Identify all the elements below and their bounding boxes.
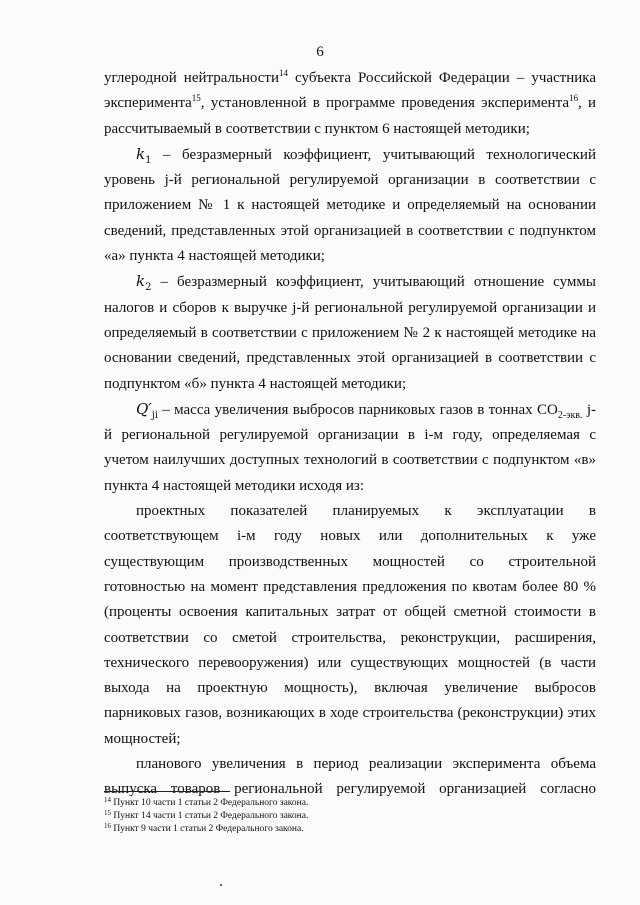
document-body — [104, 66, 596, 828]
footnote-ref-14[interactable]: 14 — [279, 68, 289, 78]
footnote-15: $^{15}$ Пункт 14 части 1 статьи 2 Федерального закона. — [104, 809, 309, 821]
page-number: 6 — [316, 44, 324, 60]
symbol-q-ji: $Q'_{ji}$ — [136, 399, 159, 421]
footnote-ref-15[interactable]: 15 — [191, 93, 201, 104]
symbol-k1: $k_1$ — [136, 144, 152, 166]
paragraph-planned-increase: планового увеличения в период реализации эксперимента объема выпуска товаров региональной регулируемой организацией согласно — [104, 756, 596, 798]
symbol-k2: $k_2$ — [136, 272, 152, 294]
paragraph-carbon-neutrality: углеродной нейтральности$^{14}$ субъекта Российской Федерации – участника эксперимента$^{15}$, установленной в программе проведения эксперимента$^{16}$, и рассчитываемый в соответствии с пунктом 6 настоящей методики; — [104, 68, 597, 137]
footnote-ref-16[interactable]: 16 — [568, 93, 578, 104]
paragraph-k1: $k_1$ – безразмерный коэффициент, учитывающий технологический уровень j-й региональной регулируемой организации в соответствии с приложением № 1 к настоящей методике и определяемый на основании сведений, представленных этой организацией в соответствии с подпунктом «а» пункта 4 настоящей методики; — [104, 144, 596, 265]
footnote-14: $^{14}$ Пункт 10 части 1 статьи 2 Федерального закона. — [104, 796, 309, 808]
footnote-separator — [104, 791, 230, 792]
footnote-16: $^{16}$ Пункт 9 части 1 статьи 2 Федерального закона. — [104, 822, 304, 834]
scan-speck — [220, 884, 222, 886]
paragraph-k2: $k_2$ – безразмерный коэффициент, учитывающий отношение суммы налогов и сборов к выручке j-й региональной регулируемой организации и определяемый в соответствии с приложением № 2 к настоящей методике на основании сведений, представленных этой организацией в соответствии с подпунктом «б» пункта 4 настоящей методики; — [104, 272, 596, 392]
paragraph-q: $Q'_{ji}$ – масса увеличения выбросов парниковых газов в тоннах $CO_{2-экв.}$ j-й региональной регулируемой организации в i-м году, определяемая с учетом наилучших доступных технологий в соответствии с подпунктом «в» пункта 4 настоящей методики исходя из: — [104, 399, 596, 494]
paragraph-project-indicators: проектных показателей планируемых к эксплуатации в соответствующем i-м году новых или дополнительных к уже существующим производственных мощностей со строительной готовностью на момент представления предложения по квотам более 80 % (проценты освоения капитальных затрат от общей сметной стоимости в соответствии со сметой строительства, реконструкции, расширения, технического перевооружения) или существующих мощностей (в части выхода на проектную мощность), включая увеличение выбросов парниковых газов, возникающих в ходе строительства (реконструкции) этих мощностей; — [104, 503, 596, 747]
footnotes — [104, 797, 596, 836]
